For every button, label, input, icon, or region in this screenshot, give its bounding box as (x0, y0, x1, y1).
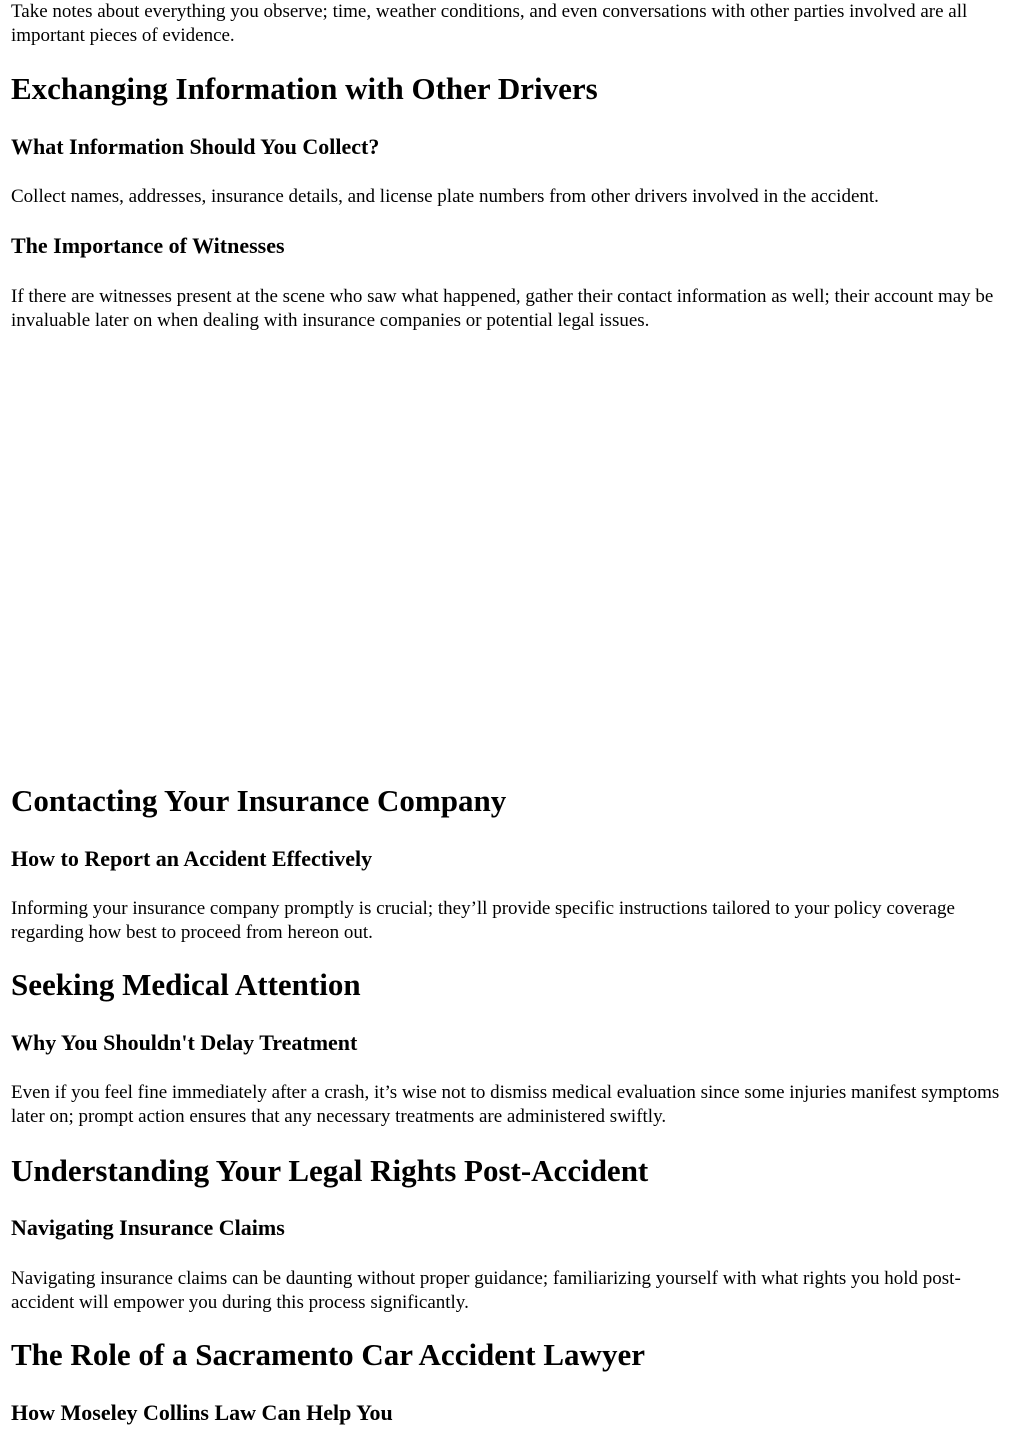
paragraph-report-accident: Informing your insurance company promptly is crucial; they’ll provide specific instructions tailored to your policy coverage regarding how best to proceed from hereon out. (11, 898, 955, 943)
subsection-heading-insurance-claims: Navigating Insurance Claims (11, 1215, 285, 1240)
paragraph-witnesses: If there are witnesses present at the scene who saw what happened, gather their contact information as well; their account may be invaluable later on when dealing with insurance companies or potential legal issues. (11, 286, 994, 331)
section-heading-legal-rights: Understanding Your Legal Rights Post-Accident (11, 1153, 649, 1188)
paragraph-insurance-claims: Navigating insurance claims can be daunting without proper guidance; familiarizing yourself with what rights you hold post-accident will empower you during this process significantly. (11, 1268, 961, 1313)
paragraph-medical-treatment: Even if you feel fine immediately after a crash, it’s wise not to dismiss medical evaluation since some injuries manifest symptoms later on; prompt action ensures that any necessary treatments are administered swiftly. (11, 1082, 1000, 1127)
subsection-heading-report-accident: How to Report an Accident Effectively (11, 846, 373, 871)
paragraph-collect-information: Collect names, addresses, insurance details, and license plate numbers from other drivers involved in the accident. (11, 186, 879, 207)
subsection-heading-witnesses: The Importance of Witnesses (11, 233, 285, 258)
section-heading-medical-attention: Seeking Medical Attention (11, 967, 361, 1002)
subsection-heading-delay-treatment: Why You Shouldn't Delay Treatment (11, 1030, 358, 1055)
subsection-heading-moseley-collins: How Moseley Collins Law Can Help You (11, 1400, 393, 1425)
section-heading-exchanging-information: Exchanging Information with Other Drivers (11, 71, 598, 106)
subsection-heading-what-information: What Information Should You Collect? (11, 134, 380, 159)
intro-paragraph: Take notes about everything you observe; time, weather conditions, and even conversations with other parties involved are all important pieces of evidence. (11, 1, 968, 46)
blank-content-area (11, 345, 1016, 775)
section-heading-contacting-insurance: Contacting Your Insurance Company (11, 783, 507, 818)
section-heading-sacramento-lawyer: The Role of a Sacramento Car Accident Lawyer (11, 1337, 645, 1372)
